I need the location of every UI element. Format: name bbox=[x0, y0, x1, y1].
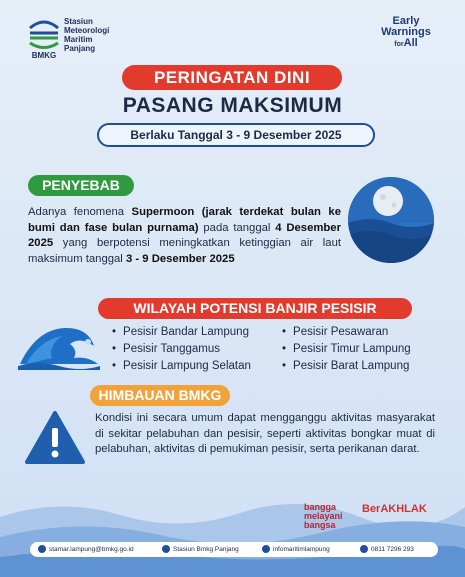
footer-facebook[interactable]: Stasiun Bmkg Panjang bbox=[173, 546, 239, 553]
warning-icon bbox=[24, 410, 86, 466]
brand1-line-2: melayani bbox=[304, 511, 343, 521]
area-item: • Pesisir Barat Lampung bbox=[282, 358, 411, 375]
org-line-1: Stasiun bbox=[64, 17, 93, 26]
supermoon-illustration bbox=[348, 177, 434, 263]
page-title: PASANG MAKSIMUM bbox=[122, 94, 343, 117]
title-banner: PERINGATAN DINI bbox=[122, 65, 342, 90]
ewa-line-2: Warnings bbox=[381, 26, 431, 38]
tidal-wave-icon bbox=[18, 320, 100, 370]
ewa-line-1: Early bbox=[392, 15, 420, 27]
logo-text: BMKG bbox=[31, 51, 57, 60]
facebook-icon bbox=[162, 545, 170, 553]
footer-email[interactable]: stamar.lampung@bmkg.go.id bbox=[49, 546, 134, 553]
bmkg-logo bbox=[26, 14, 62, 60]
area-item: • Pesisir Timur Lampung bbox=[282, 341, 411, 358]
cause-text bbox=[28, 205, 341, 267]
org-line-3: Maritim bbox=[64, 35, 93, 44]
cause-p3-bold: 3 - 9 Desember 2025 bbox=[125, 252, 235, 265]
bottom-wave-decoration bbox=[0, 487, 465, 577]
area-item: • Pesisir Lampung Selatan bbox=[112, 358, 251, 375]
instagram-icon bbox=[262, 545, 270, 553]
org-line-4: Panjang bbox=[64, 44, 96, 53]
contact-footer bbox=[30, 542, 438, 557]
cause-p3: yang berpotensi meningkatkan ketinggian air laut maksimum tanggal bbox=[28, 237, 341, 265]
phone-icon bbox=[360, 545, 368, 553]
cause-p1-bold: Supermoon (jarak terdekat bulan ke bumi dan fase bulan purnama) bbox=[28, 206, 341, 234]
brand1-line-1: bangga bbox=[304, 502, 337, 512]
berakhlak-logo: BerAKHLAK bbox=[362, 503, 427, 515]
early-warnings-logo bbox=[371, 16, 441, 50]
email-icon bbox=[38, 545, 46, 553]
period-badge: Berlaku Tanggal 3 - 9 Desember 2025 bbox=[97, 123, 375, 147]
footer-instagram[interactable]: infomaritimlampung bbox=[273, 546, 330, 553]
areas-list-right bbox=[282, 324, 411, 375]
cause-heading: PENYEBAB bbox=[28, 175, 134, 196]
brand1-line-3: bangsa bbox=[304, 520, 336, 530]
bangga-melayani-logo bbox=[304, 503, 343, 530]
area-item: • Pesisir Tanggamus bbox=[112, 341, 251, 358]
ewa-for: for bbox=[394, 41, 404, 48]
cause-p1: Adanya fenomena bbox=[28, 206, 132, 218]
org-name bbox=[64, 17, 109, 53]
cause-p2: pada tanggal bbox=[198, 221, 276, 234]
areas-heading: WILAYAH POTENSI BANJIR PESISIR bbox=[98, 298, 412, 319]
area-item: • Pesisir Bandar Lampung bbox=[112, 324, 251, 341]
footer-phone[interactable]: 0811 7296 293 bbox=[371, 546, 414, 553]
cause-p2-bold: 4 Desember 2025 bbox=[28, 221, 341, 249]
ewa-line-3: All bbox=[403, 37, 418, 49]
area-item: • Pesisir Pesawaran bbox=[282, 324, 411, 341]
advice-text: Kondisi ini secara umum dapat mengganggu aktivitas masyarakat di sekitar pelabuhan dan pesisir, seperti aktivitas bongkar muat di pelabuhan, aktivitas di pemukiman pesisir, serta perikanan darat. bbox=[95, 412, 435, 455]
org-line-2: Meteorologi bbox=[64, 26, 110, 35]
moon-icon bbox=[348, 177, 434, 263]
advice-heading: HIMBAUAN BMKG bbox=[90, 385, 230, 406]
areas-list-left bbox=[112, 324, 251, 375]
